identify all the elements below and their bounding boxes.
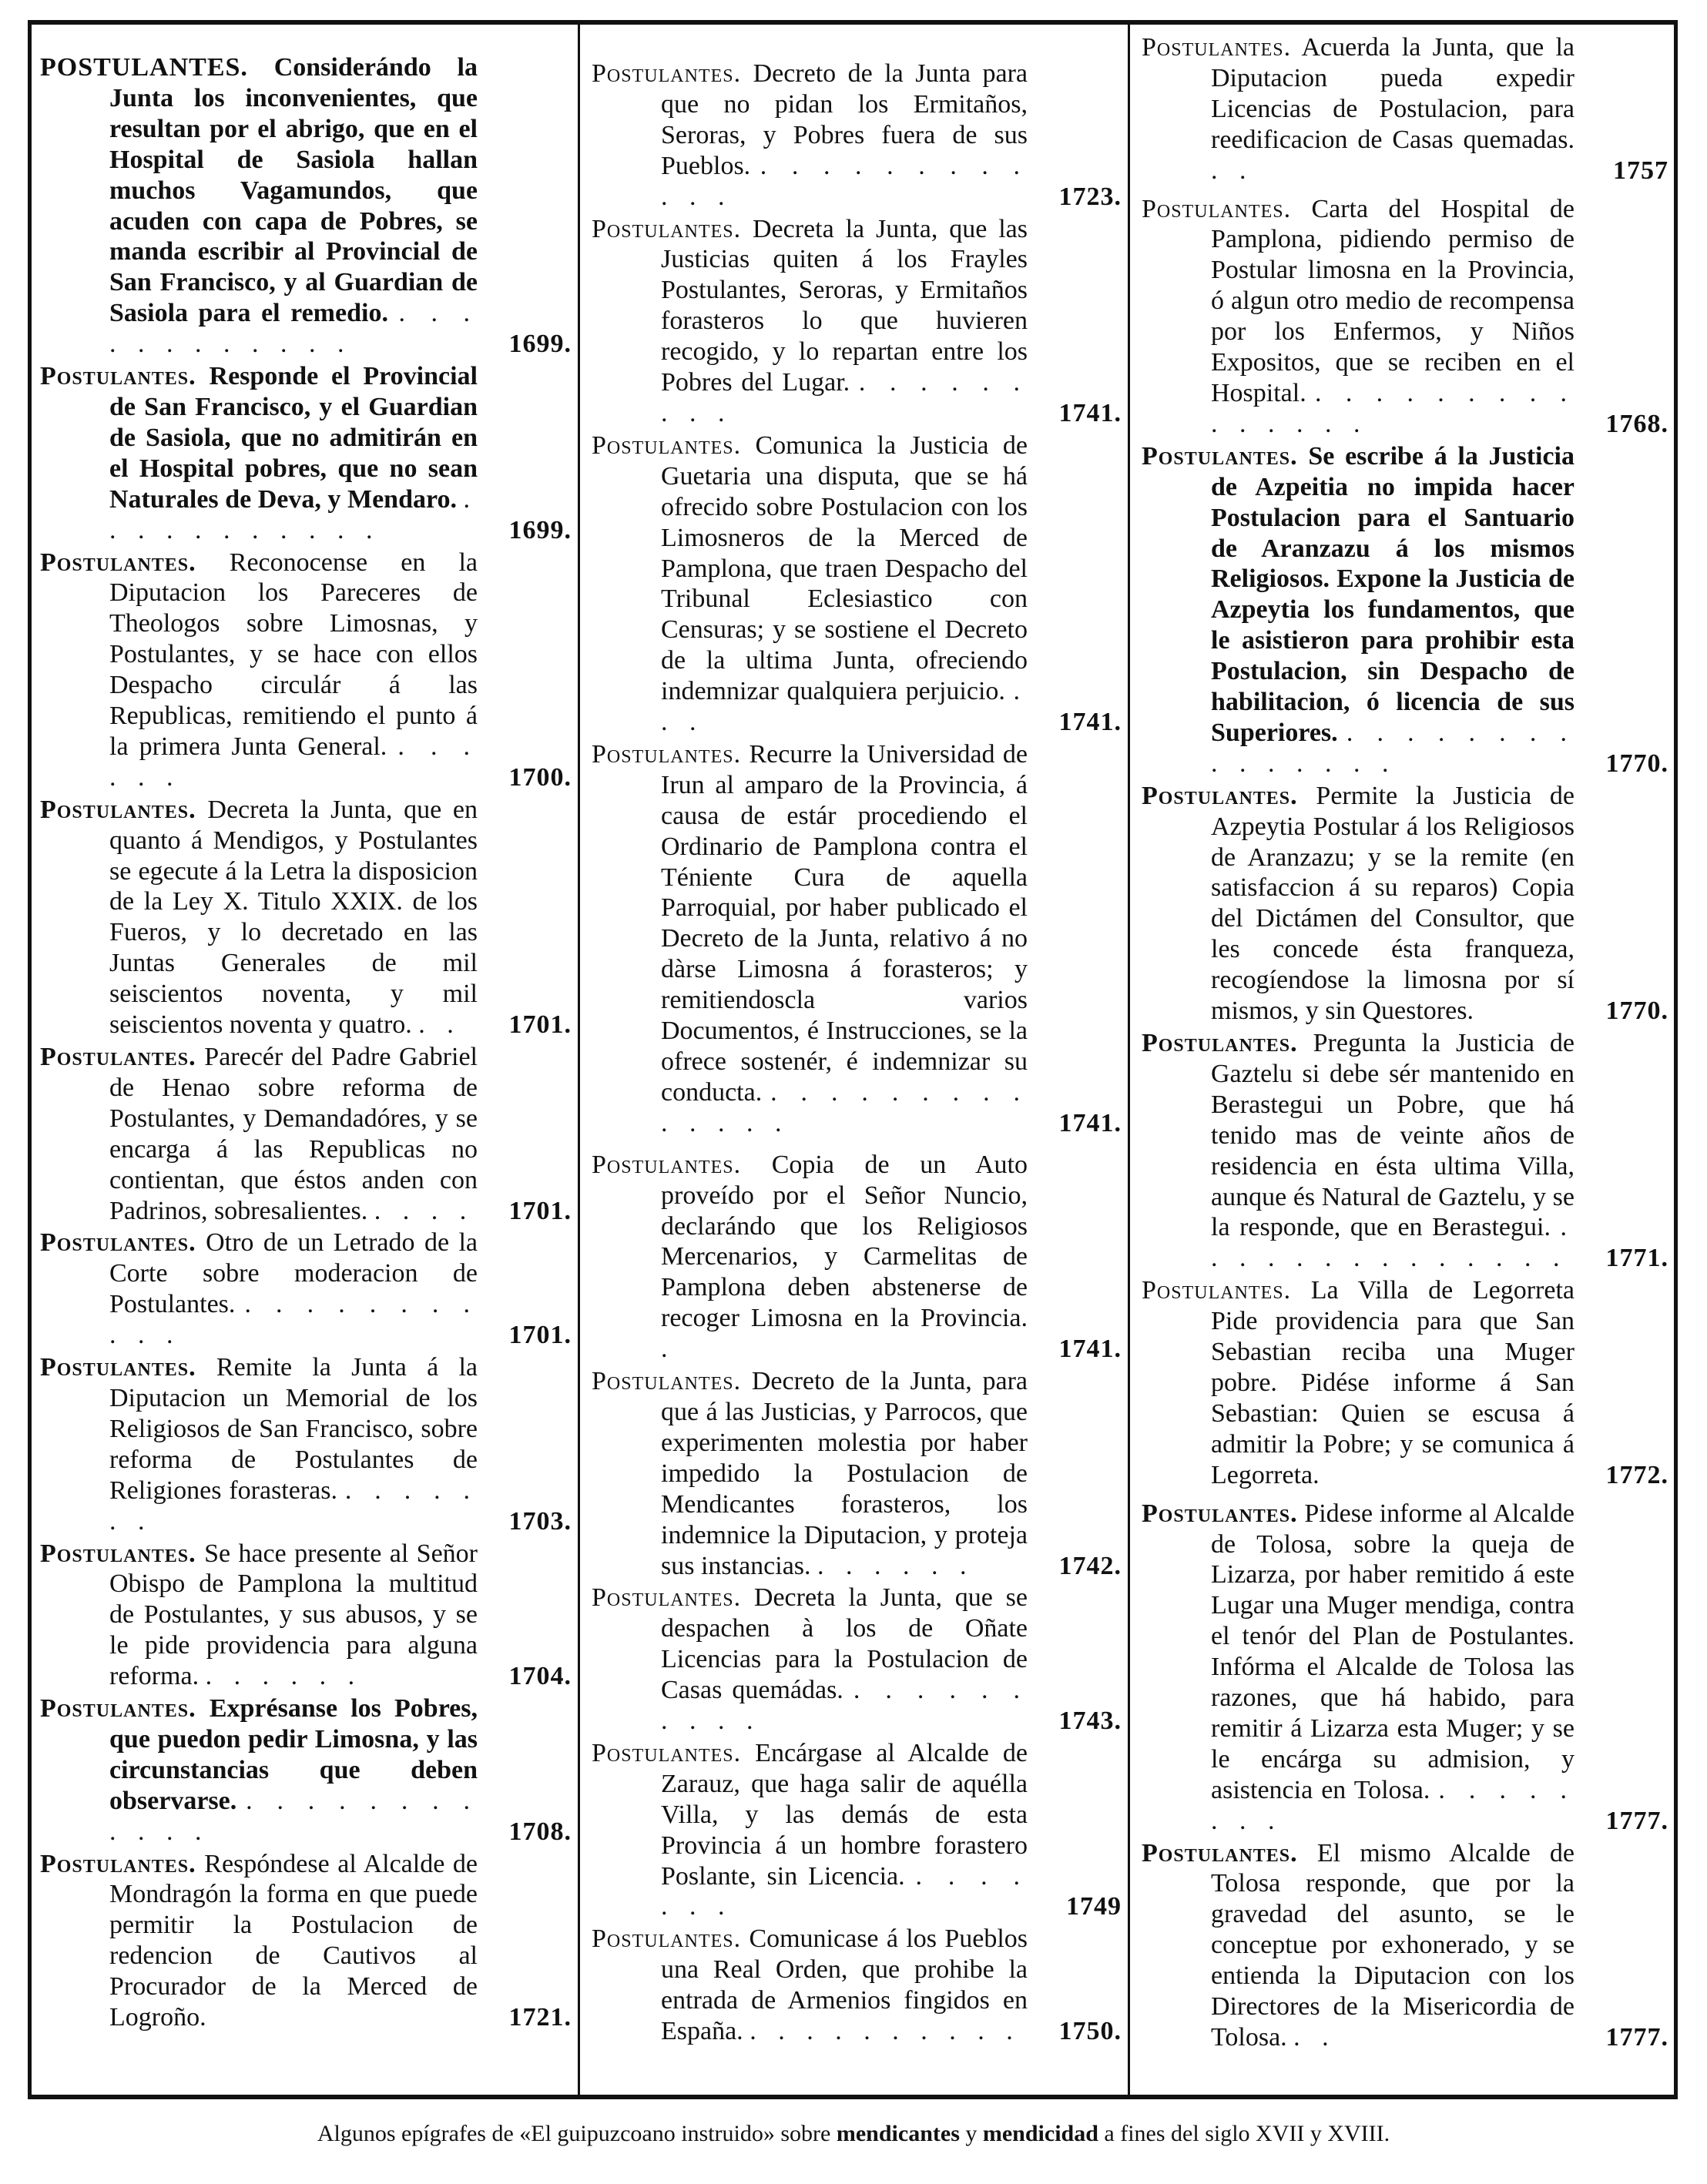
leader-dots: . . . . . . . . . . . .	[109, 299, 478, 359]
figure-caption	[0, 2121, 1707, 2147]
leader-dots: . . . . . . . . . . . .	[661, 151, 1028, 211]
leader-dots: . . . . . .	[205, 1662, 363, 1691]
column-3	[1142, 26, 1673, 2093]
entry-year: 1699.	[508, 515, 572, 544]
entry	[40, 1352, 576, 1536]
entry	[592, 59, 1126, 213]
entry-year: 1742.	[1058, 1551, 1122, 1580]
entry-text: Decreto de la Junta, para que á las Justicias, y Parrocos, que experimenten molestia por haber impedido la Postulacion de Mendicantes forasteros, los indemnice la Diputacion, y proteja sus instancias.	[661, 1367, 1028, 1580]
leader-dots: . . . . . . . . . . . . . . .	[1211, 378, 1575, 438]
entry-text: Comunica la Justicia de Guetaria una disputa, que se há ofrecido sobre Postulacion con los Limosneros de la Merced de Pamplona, que traen Despacho del Tribunal Eclesiastico con Censuras; y se sostiene el Decreto de la ultima Junta, ofreciendo indemnizar qualquiera perjuicio.	[661, 430, 1028, 706]
leader-dots: .	[661, 1335, 676, 1364]
entry-year: 1741.	[1058, 1108, 1122, 1137]
column-2	[592, 26, 1126, 2093]
caption-emphasis: mendicidad	[982, 2121, 1098, 2146]
entry	[1142, 1838, 1673, 2053]
entry-heading: Postulantes.	[1142, 441, 1298, 471]
entry-year: 1771.	[1605, 1244, 1668, 1273]
entry-heading: Postulantes.	[40, 1539, 196, 1568]
entry-heading: Postulantes.	[592, 1924, 742, 1954]
entry-heading: Postulantes.	[1142, 33, 1292, 62]
entry	[40, 1849, 576, 2033]
entry	[1142, 194, 1673, 440]
caption-text: y	[959, 2121, 983, 2146]
entry	[1142, 1499, 1673, 1837]
entry	[592, 1738, 1126, 1922]
entry	[592, 214, 1126, 429]
caption-text: Algunos epígrafes de «El guipuzcoano instruido» sobre	[317, 2121, 837, 2146]
entry-text: Reconocense en la Diputacion los Pareceres de Theologos sobre Limosnas, y Postulantes, y se hace con ellos Despacho circulár á las Republicas, remitiendo el punto á la primera Junta General.	[109, 548, 478, 761]
entry-text: Recurre la Universidad de Irun al amparo de la Provincia, á causa de estár procediendo el Ordinario de Pamplona contra el Téniente Cura de aquella Parroquial, por haber publicado el Decreto de la Junta, relativo á no dàrse Limosna á forasteros; y remitiendoscla varios Documentos, é Instrucciones, se la ofrece sostenér, é indemnizar su conducta.	[661, 739, 1028, 1107]
entry-year: 1750.	[1058, 2017, 1122, 2046]
entry-heading: Postulantes.	[1142, 781, 1298, 810]
entry	[40, 548, 576, 793]
caption-emphasis: mendicantes	[836, 2121, 960, 2146]
entry	[592, 1924, 1126, 2047]
entry-text: Se hace presente al Señor Obispo de Pamplona la multitud de Postulantes, y sus abusos, y se le pide providencia para alguna reforma.	[109, 1539, 478, 1691]
entry-year: 1699.	[508, 330, 572, 359]
entry	[1142, 781, 1673, 1027]
leader-dots: . . . . . . . . . . .	[109, 1290, 478, 1350]
entry-heading: Postulantes.	[592, 1150, 742, 1179]
leader-dots: . . . . . . . . . . . . . .	[1211, 1213, 1575, 1273]
leader-dots: . . . . . . . . . . . . . . .	[1211, 718, 1575, 778]
entry-text: Parecér del Padre Gabriel de Henao sobre reforma de Postulantes, y Demandadóres, y se encarga á las Republicas no contientan, que éstos anden con Padrinos, sobresalientes.	[109, 1043, 478, 1225]
column-divider	[578, 20, 580, 2099]
leader-dots: . . .	[661, 677, 1028, 737]
entry	[1142, 441, 1673, 779]
entry-heading: Postulantes.	[40, 362, 196, 391]
entry-heading: Postulantes.	[1142, 194, 1292, 223]
entry-heading: Postulantes.	[592, 1583, 742, 1613]
entry-text: Decreta la Junta, que las Justicias quiten á los Frayles Postulantes, Seroras, y Ermitaños forasteros lo que huvieren recogido, y lo repartan entre los Pobres del Lugar.	[661, 214, 1028, 397]
entry-year: 1741.	[1058, 398, 1122, 427]
entry-heading: Postulantes.	[1142, 1838, 1298, 1867]
entry-text: Se escribe á la Justicia de Azpeitia no impida hacer Postulacion para el Santuario de Aranzazu á los mismos Religiosos. Expone la Justicia de Azpeytia los fundamentos, que le asistieron para prohibir esta Postulacion, sin Despacho de habilitacion, ó licencia de sus Superiores.	[1211, 441, 1575, 747]
leader-dots: . . . . . . . . . . .	[109, 484, 478, 544]
entry	[40, 1539, 576, 1693]
entry-year: 1770.	[1605, 997, 1668, 1026]
entry	[40, 1228, 576, 1351]
entry-heading: Postulantes.	[40, 1849, 196, 1878]
entry-text: Acuerda la Junta, que la Diputacion pueda expedir Licencias de Postulacion, para reedificacion de Casas quemadas.	[1211, 33, 1575, 154]
entry-year: 1708.	[508, 1817, 572, 1846]
entry-heading: Postulantes.	[1142, 1276, 1292, 1305]
entry	[40, 1693, 576, 1847]
leader-dots: . . . . . . .	[661, 1861, 1028, 1921]
entry	[40, 795, 576, 1040]
entry-text: Decreto de la Junta para que no pidan los Ermitaños, Seroras, y Pobres fuera de sus Pueblos.	[661, 59, 1028, 180]
entry-text: Pregunta la Justicia de Gaztelu si debe sér mantenido en Berastegui un Pobre, que há tenido mas de veinte años de residencia en ésta ultima Villa, aunque és Natural de Gaztelu, y se la responde, que en Berastegui.	[1211, 1029, 1575, 1242]
entry-heading: Postulantes.	[40, 795, 196, 824]
entry	[592, 1150, 1126, 1365]
leader-dots: . . . . . . .	[109, 1476, 478, 1536]
entry-year: 1723.	[1058, 182, 1122, 211]
leader-dots: . . . . . . . . . . . . . .	[661, 1077, 1028, 1137]
entry-text: Permite la Justicia de Azpeytia Postular á los Religiosos de Aranzazu; y se la remite (en satisfaccion á su reparos) Copia del Dictámen del Consultor, que les concede ésta franqueza, recogíendose la limosna por sí mismos, y sin Questores.	[1211, 781, 1575, 1026]
entry	[592, 430, 1126, 738]
entry-heading: Postulantes.	[40, 1694, 196, 1723]
entry-year: 1741.	[1058, 1335, 1122, 1364]
leader-dots: . . . . . . . . . . . .	[109, 1786, 478, 1846]
leader-dots: . .	[1293, 2023, 1336, 2052]
entry-year: 1777.	[1605, 2023, 1668, 2052]
entry-year: 1704.	[508, 1662, 572, 1691]
entry-text: Otro de un Letrado de la Corte sobre moderacion de Postulantes.	[109, 1228, 478, 1319]
entry-heading: Postulantes.	[40, 1228, 196, 1258]
entry-heading: Postulantes.	[1142, 1499, 1298, 1528]
entry	[1142, 32, 1673, 186]
entry-text: Remite la Junta á la Diputacion un Memorial de los Religiosos de San Francisco, sobre reforma de Postulantes de Religiones forasteras.	[109, 1353, 478, 1505]
entry-heading: Postulantes.	[592, 739, 742, 769]
entry	[592, 1366, 1126, 1581]
entry-year: 1701.	[508, 1010, 572, 1040]
entry-year: 1749	[1066, 1892, 1122, 1921]
entry-year: 1701.	[508, 1196, 572, 1225]
entry-text: Decreta la Junta, que se despachen à los de Oñate Licencias para la Postulacion de Casas quemádas.	[661, 1583, 1028, 1705]
entry	[592, 739, 1126, 1139]
column-divider	[1128, 20, 1130, 2099]
leader-dots: . .	[418, 1010, 461, 1040]
entry	[1142, 1275, 1673, 1490]
entry-year: 1772.	[1605, 1460, 1668, 1489]
entry-text: Decreta la Junta, que en quanto á Mendigos, y Postulantes se egecute á la Letra la disposicion de la Ley X. Titulo XXIX. de los Fueros, y lo decretado en las Juntas Generales de mil seiscientos noventa, y mil seiscientos noventa y quatro.	[109, 795, 478, 1040]
entry-heading: Postulantes.	[40, 548, 196, 577]
entry-text: Comunicase á los Pueblos una Real Orden, que prohibe la entrada de Armenios fingidos en España.	[661, 1924, 1028, 2046]
leader-dots: . . . . . .	[109, 732, 478, 792]
entry-heading: Postulantes.	[40, 1353, 196, 1382]
entry-text: Respóndese al Alcalde de Mondragón la forma en que puede permitir la Postulacion de redencion de Cautivos al Procurador de la Merced de Logroño.	[109, 1849, 478, 2032]
entry-year: 1741.	[1058, 708, 1122, 737]
entry-heading: Postulantes.	[1142, 1029, 1298, 1057]
entry-heading: Postulantes.	[592, 430, 742, 460]
entry-year: 1700.	[508, 762, 572, 792]
leader-dots: . . . . . .	[817, 1551, 974, 1580]
leader-dots: . . . . . . . .	[1211, 1775, 1575, 1835]
caption-text: a fines del siglo XVII y XVIII.	[1098, 2121, 1390, 2146]
entry-heading: Postulantes.	[592, 59, 742, 88]
column-1	[40, 26, 576, 2093]
entry-text: Pidese informe al Alcalde de Tolosa, sobre la queja de Lizarza, por haber remitido á este Lugar una Muger mendiga, contra el tenór del Plan de Postulantes. Infórma el Alcalde de Tolosa las razones, que há habido, para remitir á Lizarza esta Muger; y se le encárga su admision, y asistencia en Tolosa.	[1211, 1499, 1575, 1804]
entry	[40, 361, 576, 545]
entry-heading: POSTULANTES.	[40, 53, 248, 82]
leader-dots: . . . . . . . . . .	[750, 2017, 1021, 2046]
entry	[40, 1042, 576, 1226]
entry-year: 1721.	[508, 2003, 572, 2032]
entry-year: 1768.	[1605, 409, 1668, 438]
entry-year: 1703.	[508, 1506, 572, 1536]
entry-year: 1701.	[508, 1321, 572, 1350]
entry-heading: Postulantes.	[592, 1738, 742, 1767]
leader-dots: . . . . . . . . .	[661, 368, 1028, 427]
entry-year: 1777.	[1605, 1806, 1668, 1835]
entry-year: 1757	[1613, 156, 1668, 185]
entry-text: La Villa de Legorreta Pide providencia para que San Sebastian reciba una Muger pobre. Pidése informe á San Sebastian: Quien se escusa á admitir la Pobre; y se comunica á Legorreta.	[1211, 1276, 1575, 1489]
leader-dots: . . . . . . . . . .	[661, 1676, 1028, 1736]
entry-year: 1770.	[1605, 749, 1668, 778]
entry-text: Responde el Provincial de San Francisco, y el Guardian de Sasiola, que no admitirán en el Hospital pobres, que no sean Naturales de Deva, y Mendaro.	[109, 362, 478, 514]
leader-dots: . .	[1211, 156, 1254, 185]
entry	[1142, 1028, 1673, 1274]
entry-heading: Postulantes.	[592, 214, 742, 243]
entry-text: Exprésanse los Pobres, que puedon pedir Limosna, y las circunstancias que deben observarse.	[109, 1694, 478, 1815]
entry-heading: Postulantes.	[40, 1043, 196, 1071]
entry-text: Considerándo la Junta los inconvenientes, que resultan por el abrigo, que en el Hospital de Sasiola hallan muchos Vagamundos, que acuden con capa de Pobres, se manda escribir al Provincial de San Francisco, y al Guardian de Sasiola para el remedio.	[109, 53, 478, 328]
entry-year: 1743.	[1058, 1707, 1122, 1736]
entry-text: Carta del Hospital de Pamplona, pidiendo permiso de Postular limosna en la Provincia, ó algun otro medio de recompensa por los Enfermos, y Niños Expositos, que se reciben en el Hospital.	[1211, 194, 1575, 407]
entry-text: Encárgase al Alcalde de Zarauz, que haga salir de aquélla Villa, y las demás de esta Provincia á un hombre forastero Poslante, sin Licencia.	[661, 1738, 1028, 1891]
entry-text: El mismo Alcalde de Tolosa responde, que por la gravedad del asunto, se le conceptue por exhonerado, y se entienda la Diputacion con los Directores de la Misericordia de Tolosa.	[1211, 1838, 1575, 2052]
entry	[592, 1583, 1126, 1737]
leader-dots: . . . .	[374, 1196, 475, 1225]
entry-heading: Postulantes.	[592, 1367, 742, 1396]
entry-text: Copia de un Auto proveído por el Señor Nuncio, declarándo que los Religiosos Mercenarios, y Carmelitas de Pamplona deben abstenerse de recoger Limosna en la Provincia.	[661, 1150, 1028, 1333]
entry	[40, 52, 576, 360]
